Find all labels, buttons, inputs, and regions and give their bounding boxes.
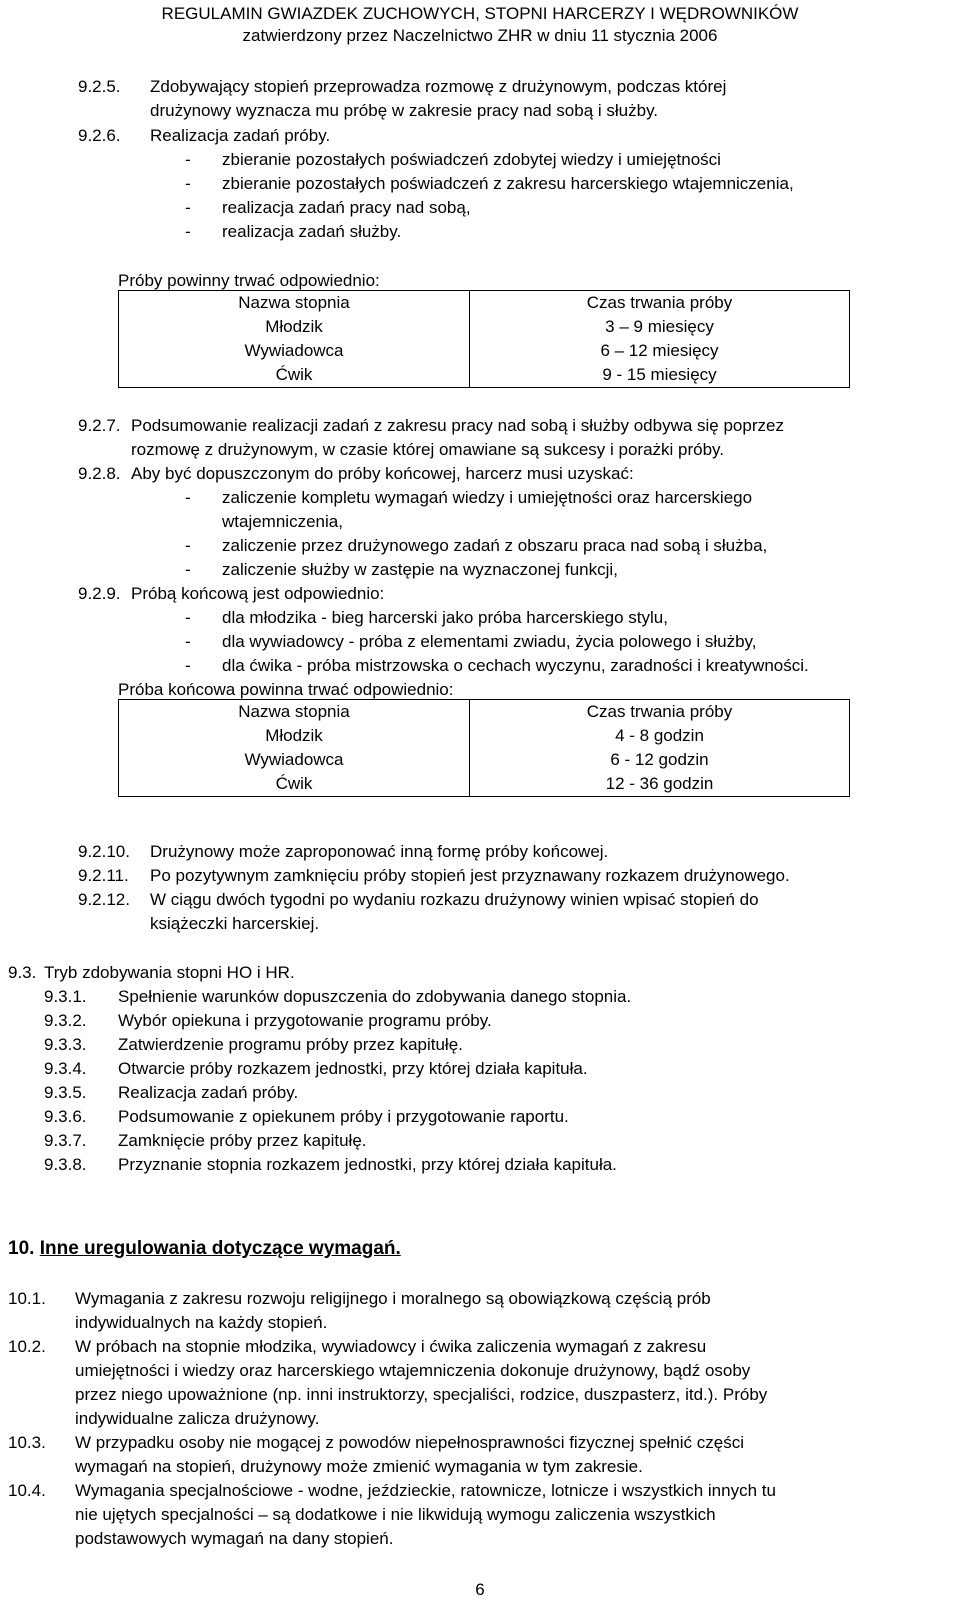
bullet-dash: - (185, 536, 191, 555)
paragraph-line: Aby być dopuszczonym do próby końcowej, harcerz musi uzyskać: (131, 464, 634, 483)
paragraph-line: nie ujętych specjalności – są dodatkowe i nie likwidują wymogu zaliczenia wszystkich (75, 1505, 716, 1524)
table-cell: Wywiadowca (119, 339, 470, 363)
table-cell: Ćwik (119, 363, 470, 388)
item-number: 10.2. (8, 1337, 46, 1356)
table-row (119, 772, 850, 797)
table-cell: 12 - 36 godzin (470, 772, 850, 797)
paragraph-line: Zdobywający stopień przeprowadza rozmowę z drużynowym, podczas której (150, 77, 727, 96)
list-item: zaliczenie kompletu wymagań wiedzy i umiejętności oraz harcerskiego (222, 488, 753, 507)
duration-table (118, 290, 850, 388)
table-cell: 6 - 12 godzin (470, 748, 850, 772)
bullet-dash: - (185, 488, 191, 507)
list-item: realizacja zadań służby. (222, 222, 402, 241)
list-item: Otwarcie próby rozkazem jednostki, przy której działa kapituła. (118, 1059, 588, 1078)
item-number: 9.2.7. (78, 416, 121, 435)
table-cell: Wywiadowca (119, 748, 470, 772)
table-cell: 4 - 8 godzin (470, 724, 850, 748)
list-item: Spełnienie warunków dopuszczenia do zdobywania danego stopnia. (118, 987, 632, 1006)
list-item: Przyznanie stopnia rozkazem jednostki, przy której działa kapituła. (118, 1155, 617, 1174)
bullet-dash: - (185, 150, 191, 169)
paragraph-line: podstawowych wymagań na dany stopień. (75, 1529, 394, 1548)
header-title: REGULAMIN GWIAZDEK ZUCHOWYCH, STOPNI HARCERZY I WĘDROWNIKÓW (161, 4, 799, 23)
section-heading: Tryb zdobywania stopni HO i HR. (44, 963, 295, 982)
bullet-dash: - (185, 222, 191, 241)
list-item: Zatwierdzenie programu próby przez kapitułę. (118, 1035, 463, 1054)
table-caption: Próby powinny trwać odpowiednio: (118, 271, 380, 290)
page-number: 6 (475, 1580, 485, 1599)
header-subtitle: zatwierdzony przez Naczelnictwo ZHR w dniu 11 stycznia 2006 (242, 26, 718, 45)
bullet-dash: - (185, 608, 191, 627)
paragraph-line: książeczki harcerskiej. (150, 914, 320, 933)
item-number: 9.2.11. (78, 866, 129, 885)
chapter-number: 10. (8, 1238, 35, 1259)
item-number: 9.2.5. (78, 77, 121, 96)
table-cell: Młodzik (119, 315, 470, 339)
list-item: zbieranie pozostałych poświadczeń zdobytej wiedzy i umiejętności (222, 150, 721, 169)
item-number: 9.3.8. (44, 1155, 87, 1174)
list-item: Realizacja zadań próby. (118, 1083, 299, 1102)
table-row (119, 724, 850, 748)
paragraph-line: Realizacja zadań próby. (150, 126, 331, 145)
table-cell: Młodzik (119, 724, 470, 748)
item-number: 10.4. (8, 1481, 46, 1500)
table-header-cell: Czas trwania próby (470, 700, 850, 725)
bullet-dash: - (185, 656, 191, 675)
paragraph-line: wymagań na stopień, drużynowy może zmienić wymagania w tym zakresie. (75, 1457, 643, 1476)
list-item: Wybór opiekuna i przygotowanie programu próby. (118, 1011, 492, 1030)
list-item: dla ćwika - próba mistrzowska o cechach wyczynu, zaradności i kreatywności. (222, 656, 809, 675)
chapter-heading (8, 1238, 401, 1260)
table-cell: 3 – 9 miesięcy (470, 315, 850, 339)
paragraph-line: W przypadku osoby nie mogącej z powodów niepełnosprawności fizycznej spełnić części (75, 1433, 744, 1452)
list-item: zaliczenie służby w zastępie na wyznaczonej funkcji, (222, 560, 618, 579)
bullet-dash: - (185, 632, 191, 651)
item-number: 9.2.6. (78, 126, 121, 145)
paragraph-line: W ciągu dwóch tygodni po wydaniu rozkazu drużynowy winien wpisać stopień do (150, 890, 759, 909)
paragraph-line: umiejętności i wiedzy oraz harcerskiego wtajemniczenia dokonuje drużynowy, bądź osoby (75, 1361, 751, 1380)
paragraph-line: W próbach na stopnie młodzika, wywiadowcy i ćwika zaliczenia wymagań z zakresu (75, 1337, 707, 1356)
bullet-dash: - (185, 560, 191, 579)
item-number: 9.3.4. (44, 1059, 87, 1078)
paragraph-line: indywidualne zalicza drużynowy. (75, 1409, 320, 1428)
paragraph-line: rozmowę z drużynowym, w czasie której omawiane są sukcesy i porażki próby. (131, 440, 725, 459)
table-row (119, 315, 850, 339)
paragraph-line: przez niego upoważnione (np. inni instruktorzy, specjaliści, rodzice, duszpasterz, itd.). Próby (75, 1385, 768, 1404)
table-cell: 6 – 12 miesięcy (470, 339, 850, 363)
item-number: 9.3.7. (44, 1131, 87, 1150)
table-header-row (119, 700, 850, 725)
list-item-continuation: wtajemniczenia, (222, 512, 343, 531)
chapter-title: Inne uregulowania dotyczące wymagań. (39, 1238, 401, 1259)
bullet-dash: - (185, 198, 191, 217)
item-number: 9.3.2. (44, 1011, 87, 1030)
list-item: dla młodzika - bieg harcerski jako próba harcerskiego stylu, (222, 608, 668, 627)
table-cell: 9 - 15 miesięcy (470, 363, 850, 388)
table-row (119, 339, 850, 363)
final-trial-table (118, 699, 850, 797)
table-header-cell: Nazwa stopnia (119, 700, 470, 725)
paragraph-line: Wymagania z zakresu rozwoju religijnego i moralnego są obowiązkową częścią prób (75, 1289, 711, 1308)
item-number: 9.3.1. (44, 987, 87, 1006)
list-item: zaliczenie przez drużynowego zadań z obszaru praca nad sobą i służba, (222, 536, 768, 555)
paragraph-line: Podsumowanie realizacji zadań z zakresu pracy nad sobą i służby odbywa się poprzez (131, 416, 784, 435)
table-header-cell: Czas trwania próby (470, 291, 850, 316)
list-item: zbieranie pozostałych poświadczeń z zakresu harcerskiego wtajemniczenia, (222, 174, 794, 193)
item-number: 9.2.10. (78, 842, 130, 861)
paragraph-line: indywidualnych na każdy stopień. (75, 1313, 328, 1332)
item-number: 9.3.3. (44, 1035, 87, 1054)
table-row (119, 363, 850, 388)
table-header-row (119, 291, 850, 316)
list-item: Zamknięcie próby przez kapitułę. (118, 1131, 367, 1150)
list-item: realizacja zadań pracy nad sobą, (222, 198, 471, 217)
table-cell: Ćwik (119, 772, 470, 797)
item-number: 9.2.8. (78, 464, 121, 483)
paragraph-line: Drużynowy może zaproponować inną formę próby końcowej. (150, 842, 609, 861)
paragraph-line: drużynowy wyznacza mu próbę w zakresie pracy nad sobą i służby. (150, 101, 659, 120)
paragraph-line: Po pozytywnym zamknięciu próby stopień jest przyznawany rozkazem drużynowego. (150, 866, 790, 885)
item-number: 10.1. (8, 1289, 46, 1308)
table-header-cell: Nazwa stopnia (119, 291, 470, 316)
list-item: dla wywiadowcy - próba z elementami zwiadu, życia polowego i służby, (222, 632, 757, 651)
paragraph-line: Wymagania specjalnościowe - wodne, jeździeckie, ratownicze, lotnicze i wszystkich innych tu (75, 1481, 776, 1500)
bullet-dash: - (185, 174, 191, 193)
item-number: 9.2.9. (78, 584, 121, 603)
item-number: 9.3.5. (44, 1083, 87, 1102)
section-number: 9.3. (8, 963, 37, 982)
list-item: Podsumowanie z opiekunem próby i przygotowanie raportu. (118, 1107, 569, 1126)
item-number: 9.2.12. (78, 890, 130, 909)
table-caption: Próba końcowa powinna trwać odpowiednio: (118, 680, 454, 699)
item-number: 10.3. (8, 1433, 46, 1452)
item-number: 9.3.6. (44, 1107, 87, 1126)
paragraph-line: Próbą końcową jest odpowiednio: (131, 584, 385, 603)
table-row (119, 748, 850, 772)
